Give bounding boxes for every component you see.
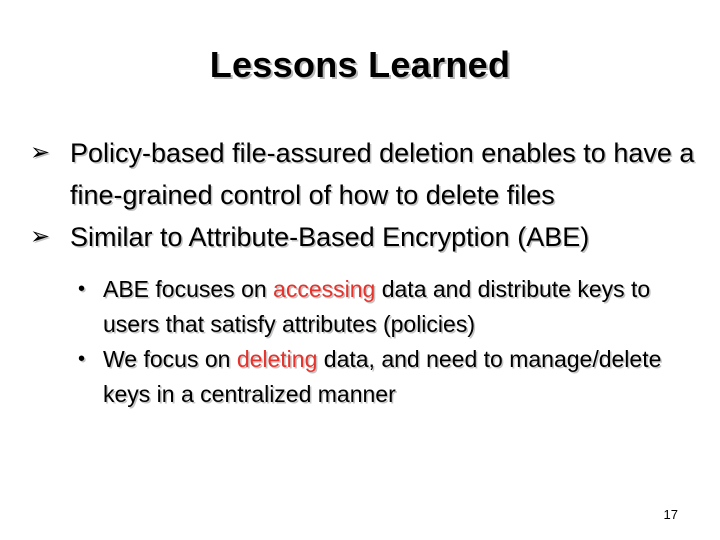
- page-number: 17: [663, 507, 678, 522]
- bullet-text: Similar to Attribute-Based Encryption (ABE): [70, 222, 590, 252]
- slide-title: Lessons Learned: [209, 44, 511, 85]
- arrow-bullet-icon: ➢: [30, 223, 51, 250]
- arrow-bullet-icon: ➢: [30, 139, 51, 166]
- sub-bullet-text-after: data and distribute keys to users that satisfy attributes (policies): [103, 276, 651, 337]
- sub-bullet-text-after: data, and need to manage/delete keys in a centralized manner: [103, 346, 662, 407]
- sub-bullet-text-before: ABE focuses on: [103, 276, 274, 302]
- bullet-item: [30, 216, 700, 258]
- sub-bullet-item: [78, 342, 678, 412]
- dot-bullet-icon: •: [78, 348, 86, 370]
- bullet-text: Policy-based file-assured deletion enables to have a fine-grained control of how to delete files: [70, 138, 695, 210]
- bullet-list: [30, 132, 700, 412]
- sub-bullet-text-before: We focus on: [103, 346, 237, 372]
- highlight-word: accessing: [273, 276, 376, 302]
- sub-bullet-list: [78, 272, 678, 412]
- highlight-word: deleting: [236, 346, 318, 372]
- dot-bullet-icon: •: [78, 278, 86, 300]
- sub-bullet-item: [78, 272, 678, 342]
- bullet-item: [30, 132, 700, 216]
